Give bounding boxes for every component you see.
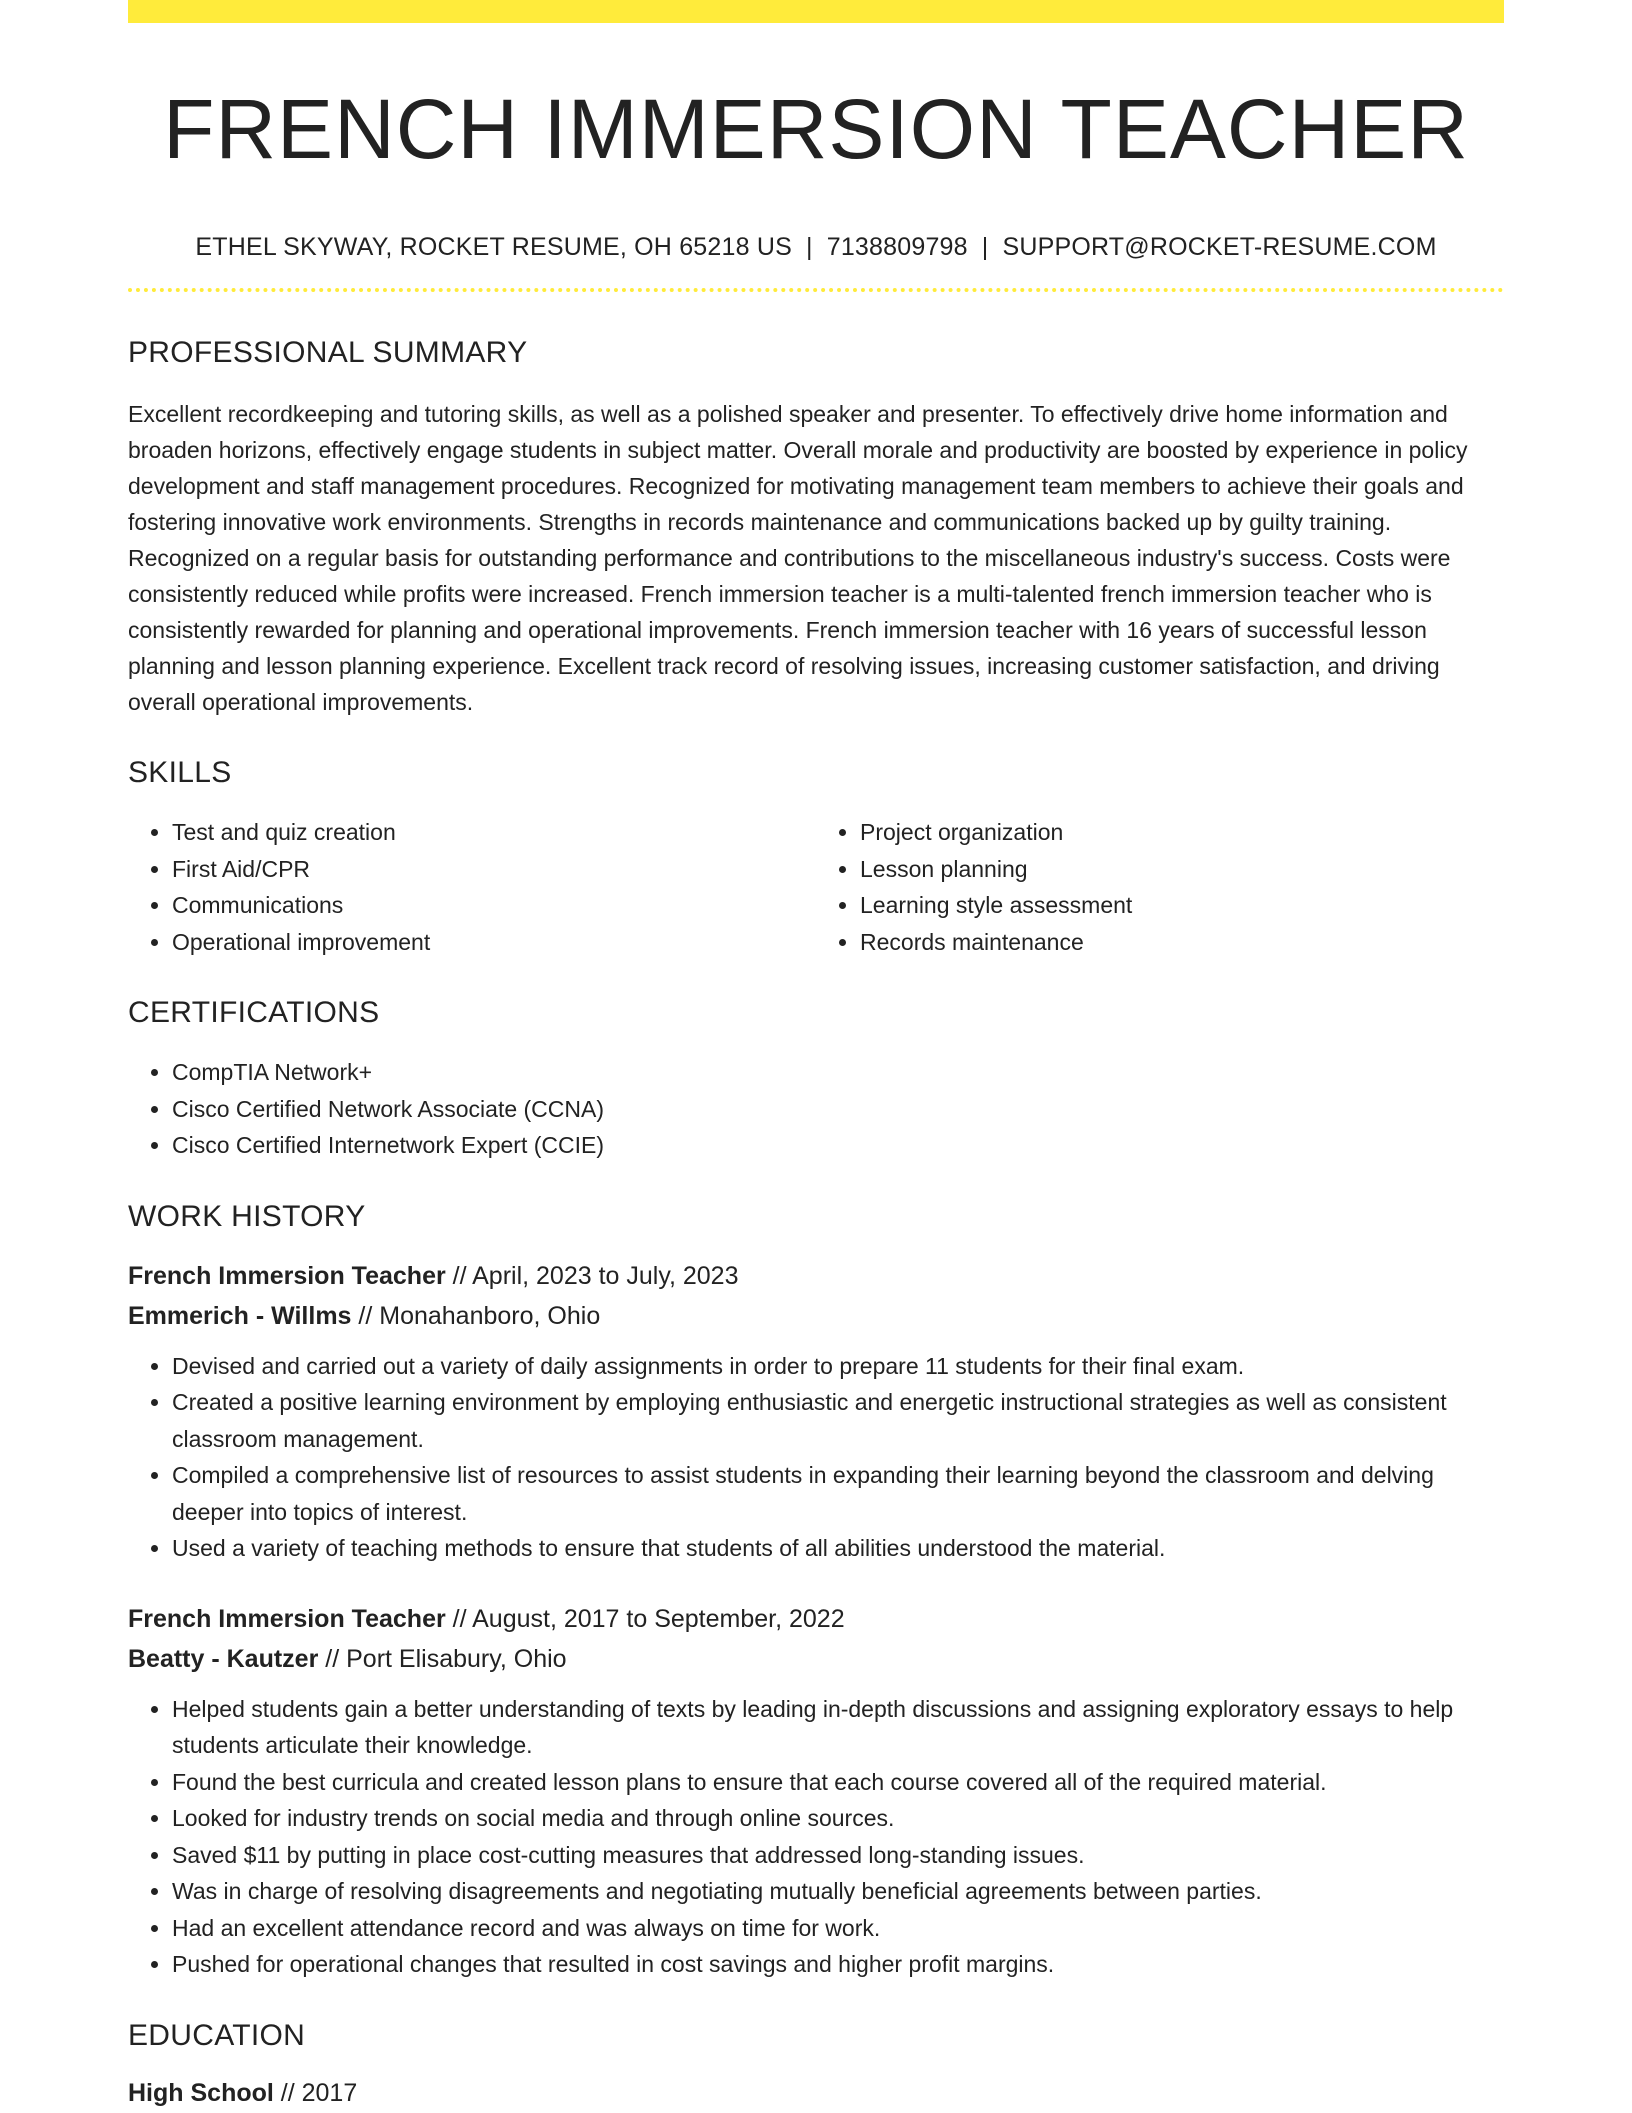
section-heading-skills: SKILLS xyxy=(128,756,232,790)
list-item: • Compiled a comprehensive list of resources to assist students in expanding their learning beyond the classroom and delving deeper into topics of interest. xyxy=(172,1457,1504,1530)
skills-grid xyxy=(128,814,1504,960)
resume-page xyxy=(128,0,1504,2113)
education-school: High School xyxy=(128,2078,274,2107)
contact-separator: | xyxy=(806,233,813,262)
skills-list-right xyxy=(816,814,1504,960)
list-item: • CompTIA Network+ xyxy=(172,1054,1504,1091)
list-item: • Communications xyxy=(172,887,816,924)
job-title-line xyxy=(128,1256,1504,1296)
list-item: • Test and quiz creation xyxy=(172,814,816,851)
job-title: French Immersion Teacher xyxy=(128,1261,446,1290)
section-heading-certifications: CERTIFICATIONS xyxy=(128,996,380,1030)
list-item: • First Aid/CPR xyxy=(172,851,816,888)
job-title: French Immersion Teacher xyxy=(128,1604,446,1633)
skills-list-left xyxy=(128,814,816,960)
list-item: • Found the best curricula and created lesson plans to ensure that each course covered all of the required material. xyxy=(172,1764,1504,1801)
section-heading-summary: PROFESSIONAL SUMMARY xyxy=(128,336,528,370)
list-item: • Operational improvement xyxy=(172,924,816,961)
contact-line xyxy=(128,233,1504,262)
list-item: • Looked for industry trends on social media and through online sources. xyxy=(172,1800,1504,1837)
job-title-line xyxy=(128,1599,1504,1639)
job-bullets xyxy=(128,1691,1504,1983)
page-title: FRENCH IMMERSION TEACHER xyxy=(163,82,1469,176)
list-item: • Lesson planning xyxy=(860,851,1504,888)
phone: 7138809798 xyxy=(826,233,968,262)
job-company-line xyxy=(128,1639,1504,1679)
list-item: • Project organization xyxy=(860,814,1504,851)
job-location: // Monahanboro, Ohio xyxy=(358,1301,601,1330)
job-company: Emmerich - Willms xyxy=(128,1301,352,1330)
job-bullets xyxy=(128,1348,1504,1567)
job-entry xyxy=(128,1256,1504,1567)
list-item: • Used a variety of teaching methods to ensure that students of all abilities understood the material. xyxy=(172,1530,1504,1567)
address: ETHEL SKYWAY, ROCKET RESUME, OH 65218 US xyxy=(195,233,793,262)
certifications-list xyxy=(128,1054,1504,1164)
job-entry xyxy=(128,1599,1504,1983)
education-line xyxy=(128,2073,1504,2113)
list-item: • Devised and carried out a variety of daily assignments in order to prepare 11 students for their final exam. xyxy=(172,1348,1504,1385)
accent-bar xyxy=(128,0,1504,23)
summary-text: Excellent recordkeeping and tutoring skills, as well as a polished speaker and presenter. To effectively drive home information and broaden horizons, effectively engage students in subject matter. Overall morale and productivity are boosted by experience in policy development and staff management procedures. Recognized for motivating management team members to achieve their goals and fostering innovative work environments. Strengths in records maintenance and communications backed up by guilty training. Recognized on a regular basis for outstanding performance and contributions to the miscellaneous industry's success. Costs were consistently reduced while profits were increased. French immersion teacher is a multi-talented french immersion teacher who is consistently rewarded for planning and operational improvements. French immersion teacher with 16 years of successful lesson planning and lesson planning experience. Excellent track record of resolving issues, increasing customer satisfaction, and driving overall operational improvements. xyxy=(128,401,1468,716)
list-item: • Learning style assessment xyxy=(860,887,1504,924)
education-year: // 2017 xyxy=(280,2078,358,2107)
job-company-line xyxy=(128,1296,1504,1336)
contact-separator: | xyxy=(981,233,989,262)
list-item: • Pushed for operational changes that resulted in cost savings and higher profit margins. xyxy=(172,1946,1504,1983)
email: SUPPORT@ROCKET-RESUME.COM xyxy=(1002,233,1437,262)
list-item: • Had an excellent attendance record and was always on time for work. xyxy=(172,1910,1504,1947)
section-heading-education: EDUCATION xyxy=(128,2018,306,2052)
job-dates: // April, 2023 to July, 2023 xyxy=(452,1261,739,1290)
section-heading-work-history: WORK HISTORY xyxy=(128,1199,366,1233)
list-item: • Saved $11 by putting in place cost-cutting measures that addressed long-standing issues. xyxy=(172,1837,1504,1874)
list-item: • Created a positive learning environment by employing enthusiastic and energetic instructional strategies as well as consistent classroom management. xyxy=(172,1384,1504,1457)
job-dates: // August, 2017 to September, 2022 xyxy=(452,1604,845,1633)
list-item: • Records maintenance xyxy=(860,924,1504,961)
list-item: • Was in charge of resolving disagreements and negotiating mutually beneficial agreements between parties. xyxy=(172,1873,1504,1910)
list-item: • Cisco Certified Network Associate (CCNA) xyxy=(172,1091,1504,1128)
dotted-divider xyxy=(128,288,1504,292)
list-item: • Helped students gain a better understanding of texts by leading in-depth discussions and assigning exploratory essays to help students articulate their knowledge. xyxy=(172,1691,1504,1764)
job-company: Beatty - Kautzer xyxy=(128,1644,319,1673)
job-location: // Port Elisabury, Ohio xyxy=(325,1644,567,1673)
list-item: • Cisco Certified Internetwork Expert (CCIE) xyxy=(172,1127,1504,1164)
